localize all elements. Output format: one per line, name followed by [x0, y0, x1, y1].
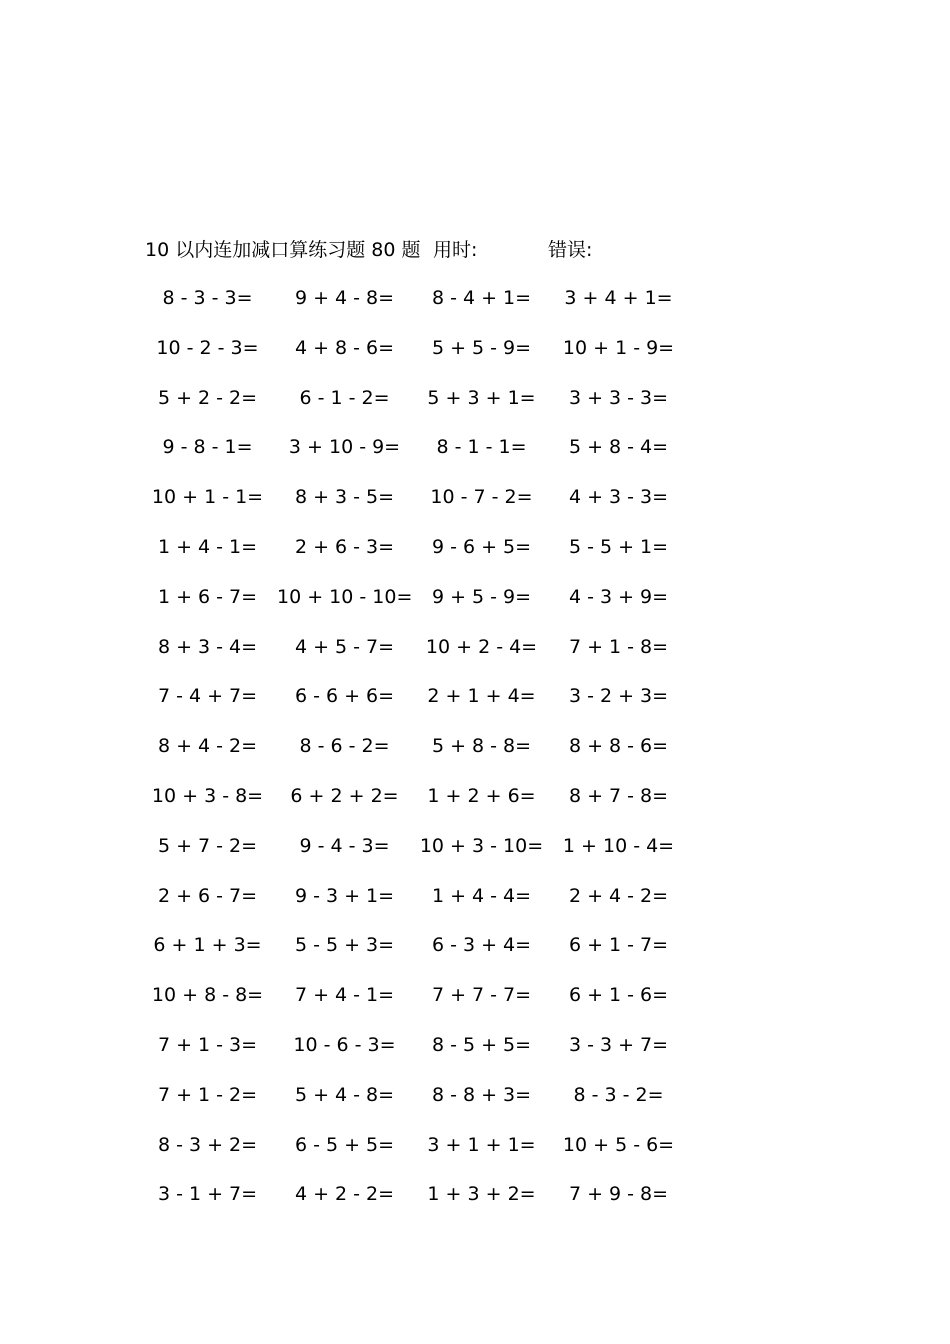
- problem-row: [140, 1131, 700, 1181]
- problem-item: 8 + 8 - 6=: [568, 735, 669, 758]
- problem-item: 7 + 1 - 8=: [568, 635, 669, 658]
- problem-item: 8 - 3 + 2=: [157, 1133, 258, 1156]
- errors-label: 错误:: [548, 239, 593, 261]
- problem-item: 2 + 4 - 2=: [568, 884, 669, 907]
- problem-item: 3 - 2 + 3=: [568, 685, 669, 708]
- time-label: 用时:: [433, 239, 478, 261]
- problem-row: [140, 533, 700, 583]
- problem-row: [140, 284, 700, 334]
- problem-item: 5 + 3 + 1=: [427, 386, 536, 409]
- problem-row: [140, 832, 700, 882]
- problem-item: 1 + 3 + 2=: [427, 1183, 536, 1206]
- problem-item: 4 + 3 - 3=: [568, 486, 669, 509]
- problem-item: 2 + 6 - 7=: [157, 884, 258, 907]
- problem-item: 8 + 7 - 8=: [568, 784, 669, 807]
- problem-item: 8 - 6 - 2=: [299, 735, 390, 758]
- problem-item: 3 + 10 - 9=: [288, 436, 401, 459]
- problem-row: [140, 732, 700, 782]
- problem-item: 8 + 3 - 4=: [157, 635, 258, 658]
- problem-item: 10 - 7 - 2=: [430, 486, 533, 509]
- problem-item: 10 - 6 - 3=: [293, 1033, 396, 1056]
- problem-item: 1 + 4 - 4=: [431, 884, 532, 907]
- problem-item: 6 + 1 - 6=: [568, 984, 669, 1007]
- problem-item: 10 + 10 - 10=: [277, 585, 413, 608]
- problem-item: 3 - 3 + 7=: [568, 1033, 669, 1056]
- problem-item: 9 + 5 - 9=: [431, 585, 532, 608]
- problem-item: 6 - 3 + 4=: [431, 934, 532, 957]
- problem-item: 8 + 4 - 2=: [157, 735, 258, 758]
- problem-row: [140, 931, 700, 981]
- problem-item: 9 - 8 - 1=: [162, 436, 253, 459]
- problem-item: 10 + 2 - 4=: [425, 635, 538, 658]
- problem-item: 8 - 3 - 3=: [162, 287, 253, 309]
- problem-item: 7 + 1 - 3=: [157, 1033, 258, 1056]
- problem-item: 5 + 5 - 9=: [431, 336, 532, 359]
- problem-row: [140, 981, 700, 1031]
- problem-item: 9 + 4 - 8=: [294, 287, 395, 309]
- problem-item: 5 + 8 - 8=: [431, 735, 532, 758]
- problem-row: [140, 782, 700, 832]
- problem-row: [140, 1031, 700, 1081]
- problem-item: 4 + 2 - 2=: [294, 1183, 395, 1206]
- problem-item: 3 + 1 + 1=: [427, 1133, 536, 1156]
- problem-item: 3 + 4 + 1=: [564, 287, 673, 309]
- problem-item: 8 - 5 + 5=: [431, 1033, 532, 1056]
- problem-item: 4 + 8 - 6=: [294, 336, 395, 359]
- problem-item: 10 + 1 - 1=: [151, 486, 264, 509]
- problem-item: 5 + 2 - 2=: [157, 386, 258, 409]
- problem-item: 9 - 4 - 3=: [299, 834, 390, 857]
- worksheet-header: [0, 236, 950, 264]
- problem-item: 1 + 10 - 4=: [562, 834, 675, 857]
- problem-item: 7 + 7 - 7=: [431, 984, 532, 1007]
- problem-item: 3 - 1 + 7=: [157, 1183, 258, 1206]
- problem-item: 10 + 1 - 9=: [562, 336, 675, 359]
- problem-item: 8 - 8 + 3=: [431, 1083, 532, 1106]
- problem-item: 2 + 6 - 3=: [294, 535, 395, 558]
- problem-item: 7 + 4 - 1=: [294, 984, 395, 1007]
- problem-grid: [140, 284, 700, 1230]
- problem-item: 6 - 1 - 2=: [299, 386, 390, 409]
- problem-item: 8 + 3 - 5=: [294, 486, 395, 509]
- problem-item: 1 + 4 - 1=: [157, 535, 258, 558]
- problem-item: 6 - 6 + 6=: [294, 685, 395, 708]
- problem-item: 10 + 8 - 8=: [151, 984, 264, 1007]
- problem-item: 8 - 4 + 1=: [431, 287, 532, 309]
- problem-row: [140, 433, 700, 483]
- problem-row: [140, 682, 700, 732]
- problem-row: [140, 1081, 700, 1131]
- problem-row: [140, 384, 700, 434]
- problem-row: [140, 334, 700, 384]
- problem-item: 5 + 8 - 4=: [568, 436, 669, 459]
- problem-item: 2 + 1 + 4=: [427, 685, 536, 708]
- problem-item: 3 + 3 - 3=: [568, 386, 669, 409]
- problem-item: 10 + 5 - 6=: [562, 1133, 675, 1156]
- problem-item: 7 + 9 - 8=: [568, 1183, 669, 1206]
- problem-item: 5 + 4 - 8=: [294, 1083, 395, 1106]
- problem-row: [140, 1180, 700, 1230]
- problem-item: 1 + 6 - 7=: [157, 585, 258, 608]
- problem-row: [140, 633, 700, 683]
- problem-item: 9 - 6 + 5=: [431, 535, 532, 558]
- problem-item: 5 - 5 + 1=: [568, 535, 669, 558]
- worksheet-title: 10 以内连加减口算练习题 80 题: [145, 239, 421, 261]
- problem-item: 10 + 3 - 10=: [419, 834, 544, 857]
- problem-item: 10 + 3 - 8=: [151, 784, 264, 807]
- problem-item: 8 - 1 - 1=: [436, 436, 527, 459]
- problem-row: [140, 882, 700, 932]
- problem-item: 8 - 3 - 2=: [573, 1083, 664, 1106]
- problem-item: 5 + 7 - 2=: [157, 834, 258, 857]
- problem-row: [140, 483, 700, 533]
- problem-item: 6 + 1 - 7=: [568, 934, 669, 957]
- problem-row: [140, 583, 700, 633]
- problem-item: 7 - 4 + 7=: [157, 685, 258, 708]
- problem-item: 4 - 3 + 9=: [568, 585, 669, 608]
- problem-item: 1 + 2 + 6=: [427, 784, 536, 807]
- problem-item: 4 + 5 - 7=: [294, 635, 395, 658]
- problem-item: 6 - 5 + 5=: [294, 1133, 395, 1156]
- problem-item: 6 + 2 + 2=: [290, 784, 399, 807]
- problem-item: 6 + 1 + 3=: [153, 934, 262, 957]
- problem-item: 7 + 1 - 2=: [157, 1083, 258, 1106]
- problem-item: 5 - 5 + 3=: [294, 934, 395, 957]
- problem-item: 10 - 2 - 3=: [156, 336, 259, 359]
- problem-item: 9 - 3 + 1=: [294, 884, 395, 907]
